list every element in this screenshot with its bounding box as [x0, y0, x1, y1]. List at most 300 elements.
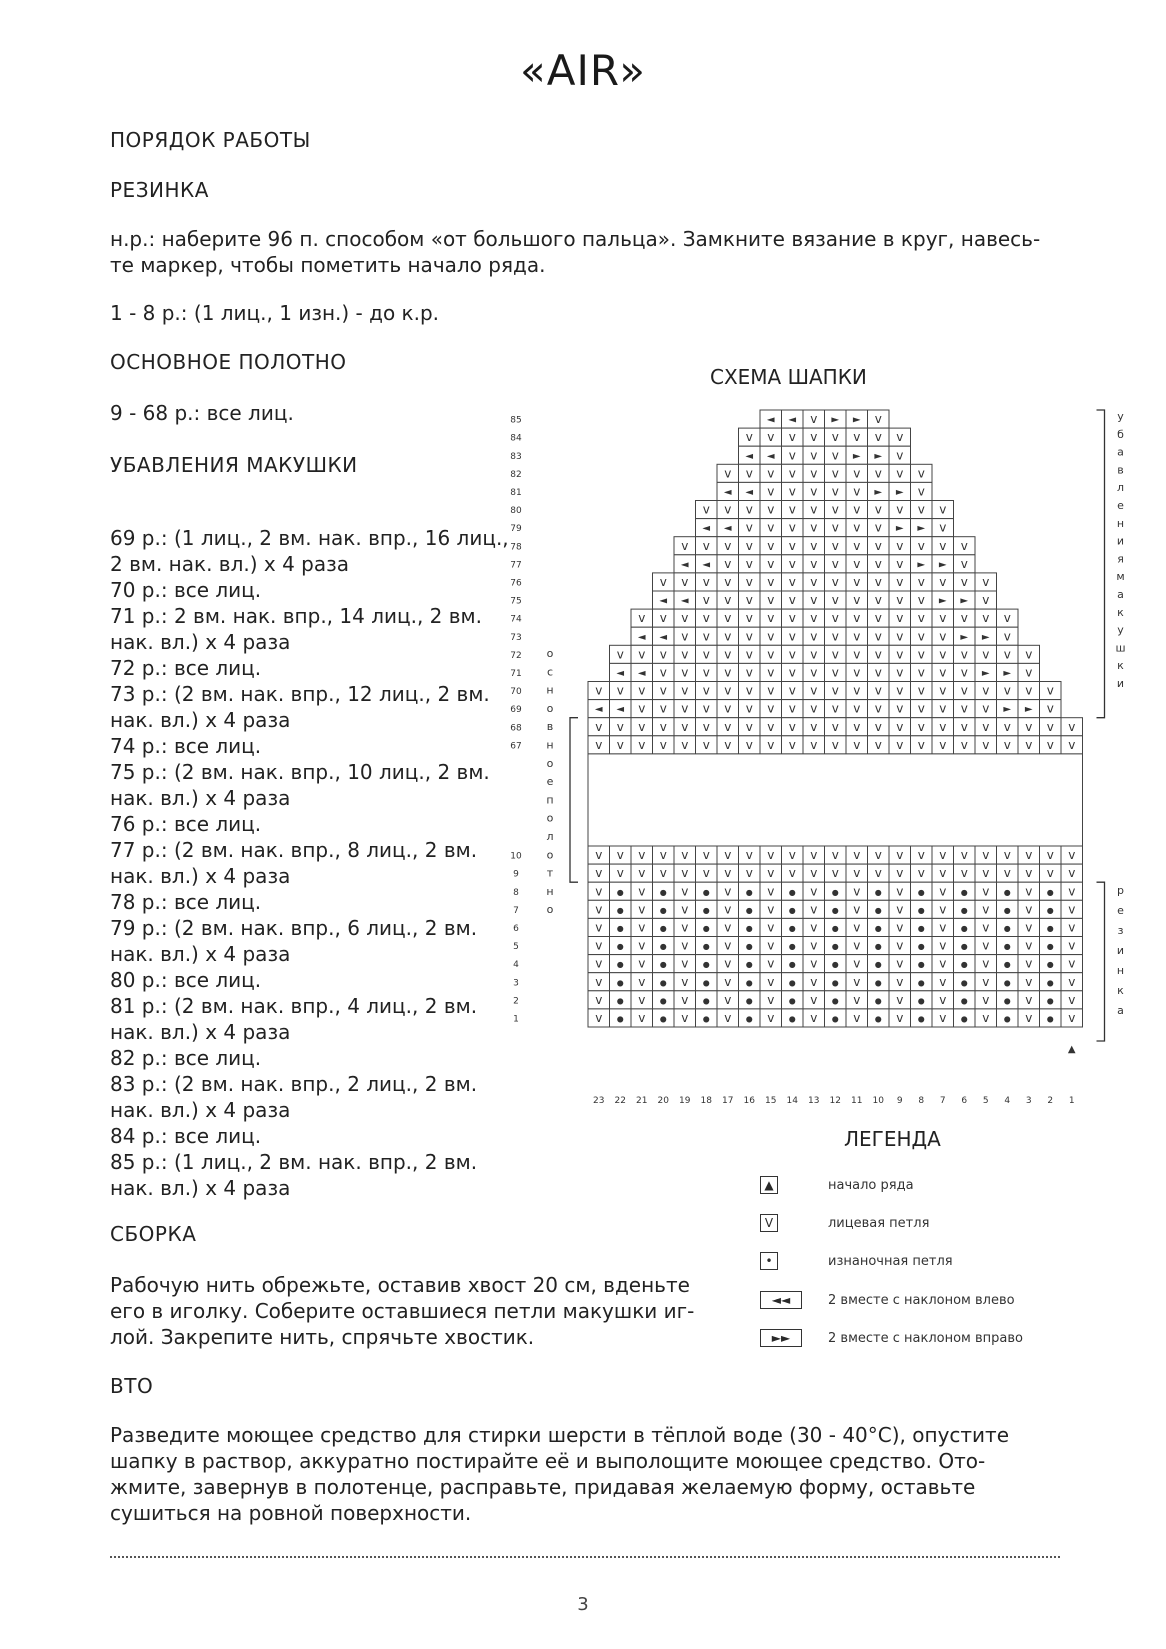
rib-side-label: и	[1116, 944, 1125, 958]
chart-symbol: v	[659, 866, 667, 881]
chart-symbol: v	[831, 848, 839, 863]
chart-symbol: ►	[960, 631, 969, 643]
decrease-line: 82 р.: все лиц.	[110, 1046, 262, 1070]
chart-symbol: v	[767, 866, 775, 881]
chart-symbol: v	[681, 665, 689, 680]
chart-symbol: v	[896, 974, 904, 989]
chart-symbol: v	[896, 683, 904, 698]
main-fabric-side-label: о	[546, 811, 554, 825]
column-number-label: 6	[961, 1096, 968, 1106]
chart-symbol: v	[681, 866, 689, 881]
chart-symbol: ●	[960, 960, 968, 970]
chart-symbol: v	[896, 629, 904, 644]
chart-symbol: ●	[745, 905, 753, 915]
chart-symbol: v	[767, 430, 775, 445]
chart-symbol: v	[853, 701, 861, 716]
chart-symbol: ◄	[680, 559, 689, 571]
chart-symbol: v	[788, 502, 796, 517]
chart-symbol: ◄	[594, 704, 603, 716]
chart-symbol: v	[767, 974, 775, 989]
chart-symbol: v	[788, 866, 796, 881]
chart-symbol: ●	[1046, 923, 1054, 933]
chart-symbol: v	[745, 719, 753, 734]
chart-symbol: ●	[960, 887, 968, 897]
purl-stitch-icon: •	[760, 1252, 778, 1270]
chart-symbol: v	[917, 647, 925, 662]
chart-symbol: ◄	[745, 486, 754, 498]
chart-symbol: v	[1068, 884, 1076, 899]
row-number-label: 70	[510, 687, 522, 698]
chart-symbol: v	[982, 701, 990, 716]
chart-symbol: v	[810, 920, 818, 935]
chart-symbol: v	[1068, 719, 1076, 734]
chart-symbol: v	[853, 665, 861, 680]
row-number-label: 82	[510, 469, 522, 480]
chart-symbol: v	[874, 848, 882, 863]
column-number-label: 5	[982, 1096, 989, 1106]
chart-symbol: v	[745, 502, 753, 517]
chart-symbol: v	[917, 593, 925, 608]
decrease-line: нак. вл.) х 4 раза	[110, 1020, 291, 1044]
chart-symbol: v	[724, 574, 732, 589]
decrease-line: 70 р.: все лиц.	[110, 578, 262, 602]
chart-symbol: v	[767, 902, 775, 917]
chart-symbol: v	[724, 938, 732, 953]
chart-symbol: v	[681, 920, 689, 935]
chart-symbol: v	[1046, 848, 1054, 863]
column-number-label: 14	[786, 1096, 798, 1106]
decreases-side-label: и	[1116, 534, 1125, 548]
chart-symbol: v	[767, 593, 775, 608]
chart-symbol: v	[960, 737, 968, 752]
row-number-label: 7	[513, 905, 519, 916]
chart-symbol: v	[853, 1010, 861, 1025]
chart-symbol: v	[1046, 701, 1054, 716]
chart-symbol: ●	[659, 887, 667, 897]
chart-symbol: v	[745, 611, 753, 626]
chart-symbol: v	[724, 920, 732, 935]
chart-symbol: v	[917, 629, 925, 644]
column-number-label: 12	[829, 1096, 841, 1106]
chart-symbol: v	[982, 866, 990, 881]
assembly-line-2: его в иголку. Соберите оставшиеся петли макушки иг-	[110, 1299, 695, 1323]
chart-symbol: ►	[895, 523, 904, 535]
chart-symbol: ►	[852, 450, 861, 462]
chart-symbol: v	[831, 556, 839, 571]
chart-symbol: v	[874, 866, 882, 881]
row-start-marker-icon: ▲	[1067, 1044, 1076, 1055]
chart-symbol: v	[724, 611, 732, 626]
column-number-label: 23	[593, 1096, 605, 1106]
chart-symbol: v	[681, 884, 689, 899]
chart-symbol: v	[853, 884, 861, 899]
decreases-side-label: у	[1117, 623, 1124, 637]
chart-symbol: ◄	[616, 667, 625, 679]
decreases-side-label: е	[1117, 499, 1124, 512]
row-number-label: 81	[510, 487, 522, 498]
chart-symbol: v	[982, 1010, 990, 1025]
chart-symbol: ●	[745, 942, 753, 952]
main-fabric-side-label: н	[546, 683, 554, 697]
chart-symbol: ●	[917, 887, 925, 897]
main-fabric-side-label: н	[546, 884, 554, 898]
chart-symbol: v	[896, 992, 904, 1007]
chart-symbol: v	[982, 848, 990, 863]
decrease-line: 73 р.: (2 вм. нак. впр., 12 лиц., 2 вм.	[110, 682, 490, 706]
chart-symbol: v	[1068, 866, 1076, 881]
chart-symbol: v	[681, 647, 689, 662]
chart-symbol: v	[681, 629, 689, 644]
main-fabric-side-label: о	[546, 756, 554, 770]
chart-symbol: ►	[981, 667, 990, 679]
chart-symbol: v	[917, 538, 925, 553]
chart-symbol: v	[659, 701, 667, 716]
main-fabric-side-label: т	[546, 866, 554, 880]
chart-symbol: v	[1025, 1010, 1033, 1025]
chart-symbol: v	[810, 412, 818, 427]
chart-symbol: v	[745, 701, 753, 716]
decrease-right-icon: ►►	[760, 1329, 802, 1347]
column-number-label: 3	[1025, 1096, 1032, 1106]
chart-symbol: v	[1025, 665, 1033, 680]
chart-symbol: ●	[874, 996, 882, 1006]
chart-symbol: v	[874, 629, 882, 644]
chart-symbol: ►	[895, 486, 904, 498]
dotted-divider	[110, 1556, 1060, 1558]
chart-symbol: v	[939, 665, 947, 680]
chart-symbol: v	[831, 701, 839, 716]
chart-symbol: v	[853, 974, 861, 989]
chart-symbol: ●	[702, 905, 710, 915]
chart-symbol: v	[853, 593, 861, 608]
chart-symbol: v	[638, 974, 646, 989]
chart-symbol: v	[982, 647, 990, 662]
chart-symbol: v	[595, 884, 603, 899]
chart-symbol: v	[702, 502, 710, 517]
chart-symbol: v	[982, 574, 990, 589]
chart-symbol: ►	[852, 414, 861, 426]
chart-symbol: v	[896, 593, 904, 608]
wto-line-3: жмите, завернув в полотенце, расправьте, придавая желаемую форму, оставьте	[110, 1475, 976, 1499]
main-fabric-side-label: л	[546, 830, 554, 843]
column-number-label: 9	[896, 1096, 903, 1106]
chart-symbol: v	[810, 629, 818, 644]
chart-symbol: v	[810, 938, 818, 953]
chart-symbol: v	[681, 938, 689, 953]
chart-symbol: v	[702, 538, 710, 553]
chart-symbol: v	[810, 611, 818, 626]
chart-symbol: v	[724, 647, 732, 662]
assembly-line-1: Рабочую нить обрежьте, оставив хвост 20 см, вденьте	[110, 1273, 690, 1297]
row-number-label: 67	[510, 741, 522, 752]
chart-symbol: v	[767, 484, 775, 499]
chart-symbol: v	[831, 737, 839, 752]
column-number-label: 13	[808, 1096, 820, 1106]
main-fabric-side-label: о	[546, 701, 554, 715]
chart-symbol: ●	[1003, 996, 1011, 1006]
chart-symbol: ●	[1046, 942, 1054, 952]
chart-symbol: v	[939, 520, 947, 535]
chart-symbol: v	[810, 848, 818, 863]
chart-symbol: v	[1025, 956, 1033, 971]
chart-symbol: ●	[702, 960, 710, 970]
row-number-label: 80	[510, 506, 522, 517]
chart-symbol: ●	[917, 960, 925, 970]
legend-label: 2 вместе с наклоном вправо	[828, 1330, 1023, 1346]
chart-symbol: ●	[788, 905, 796, 915]
chart-symbol: v	[853, 737, 861, 752]
chart-symbol: ◄	[702, 523, 711, 535]
chart-symbol: v	[1003, 737, 1011, 752]
chart-symbol: v	[681, 974, 689, 989]
chart-symbol: v	[788, 683, 796, 698]
legend-label: начало ряда	[828, 1177, 914, 1193]
decrease-line: нак. вл.) х 4 раза	[110, 708, 291, 732]
chart-symbol: v	[788, 574, 796, 589]
chart-symbol: v	[788, 629, 796, 644]
chart-symbol: v	[1068, 848, 1076, 863]
chart-symbol: ●	[831, 923, 839, 933]
chart-symbol: v	[788, 484, 796, 499]
chart-symbol: ●	[960, 923, 968, 933]
chart-symbol: v	[853, 956, 861, 971]
chart-symbol: v	[810, 430, 818, 445]
chart-symbol: v	[767, 884, 775, 899]
chart-symbol: ◄	[637, 631, 646, 643]
chart-symbol: v	[638, 737, 646, 752]
chart-symbol: ►	[1003, 667, 1012, 679]
chart-symbol: v	[724, 502, 732, 517]
chart-symbol: v	[939, 611, 947, 626]
chart-symbol: v	[874, 683, 882, 698]
chart-symbol: ●	[1003, 1014, 1011, 1024]
chart-symbol: ●	[659, 1014, 667, 1024]
chart-symbol: v	[767, 1010, 775, 1025]
chart-symbol: v	[939, 629, 947, 644]
decrease-line: нак. вл.) х 4 раза	[110, 1176, 291, 1200]
chart-symbol: v	[745, 665, 753, 680]
chart-symbol: ●	[659, 923, 667, 933]
heading-rib: РЕЗИНКА	[110, 178, 209, 202]
row-number-label: 73	[510, 632, 522, 643]
chart-symbol: v	[702, 611, 710, 626]
chart-symbol: v	[767, 992, 775, 1007]
row-number-label: 78	[510, 542, 522, 553]
decrease-line: нак. вл.) х 4 раза	[110, 942, 291, 966]
legend-label: лицевая петля	[828, 1215, 930, 1231]
chart-symbol: ●	[745, 887, 753, 897]
chart-symbol: v	[1025, 884, 1033, 899]
chart-symbol: ●	[702, 887, 710, 897]
chart-symbol: v	[595, 1010, 603, 1025]
row-number-label: 4	[513, 960, 519, 971]
chart-symbol: ●	[702, 996, 710, 1006]
chart-symbol: v	[745, 683, 753, 698]
decreases-side-label: н	[1116, 516, 1125, 530]
chart-symbol: v	[982, 737, 990, 752]
chart-symbol: v	[810, 484, 818, 499]
row-number-label: 68	[510, 723, 522, 734]
chart-symbol: v	[767, 719, 775, 734]
chart-symbol: ►	[981, 631, 990, 643]
chart-symbol: v	[1003, 866, 1011, 881]
chart-symbol: v	[1003, 683, 1011, 698]
column-number-label: 22	[614, 1096, 626, 1106]
chart-symbol: v	[874, 719, 882, 734]
chart-symbol: ●	[616, 960, 624, 970]
chart-symbol: v	[874, 430, 882, 445]
main-fabric-side-label: с	[546, 665, 554, 679]
chart-symbol: ●	[831, 978, 839, 988]
chart-symbol: ●	[702, 1014, 710, 1024]
chart-symbol: v	[595, 848, 603, 863]
chart-symbol: v	[1003, 629, 1011, 644]
chart-symbol: v	[831, 665, 839, 680]
heading-main-fabric: ОСНОВНОЕ ПОЛОТНО	[110, 350, 347, 374]
rib-side-label: к	[1117, 984, 1124, 998]
chart-symbol: v	[702, 848, 710, 863]
chart-symbol: ●	[745, 978, 753, 988]
chart-symbol: v	[874, 647, 882, 662]
chart-symbol: v	[724, 719, 732, 734]
column-number-label: 11	[851, 1096, 863, 1106]
chart-symbol: v	[788, 719, 796, 734]
chart-symbol: v	[595, 956, 603, 971]
chart-symbol: v	[960, 719, 968, 734]
legend-item-knit	[760, 1212, 930, 1234]
chart-symbol: v	[896, 665, 904, 680]
chart-symbol: v	[767, 520, 775, 535]
chart-symbol: v	[724, 466, 732, 481]
row-number-label: 83	[510, 451, 522, 462]
chart-symbol: v	[767, 629, 775, 644]
chart-symbol: v	[896, 1010, 904, 1025]
chart-symbol: ►	[917, 559, 926, 571]
chart-symbol: v	[702, 593, 710, 608]
chart-symbol: v	[874, 611, 882, 626]
chart-symbol: ●	[1046, 960, 1054, 970]
decreases-side-label: я	[1117, 552, 1124, 566]
chart-symbol: ●	[659, 960, 667, 970]
chart-symbol: v	[659, 665, 667, 680]
chart-symbol: v	[831, 448, 839, 463]
chart-symbol: v	[638, 938, 646, 953]
chart-symbol: v	[1068, 992, 1076, 1007]
chart-symbol: v	[767, 502, 775, 517]
chart-symbol: v	[810, 466, 818, 481]
chart-symbol: ●	[616, 905, 624, 915]
chart-symbol: ●	[960, 942, 968, 952]
chart-symbol: v	[1025, 737, 1033, 752]
chart-symbol: v	[874, 665, 882, 680]
chart-symbol: ◄	[616, 704, 625, 716]
chart-symbol: v	[1046, 683, 1054, 698]
chart-symbol: v	[874, 574, 882, 589]
chart-symbol: v	[874, 412, 882, 427]
decreases-side-label: у	[1117, 410, 1124, 423]
column-number-label: 2	[1047, 1096, 1054, 1106]
chart-symbol: v	[745, 737, 753, 752]
chart-symbol: ●	[616, 942, 624, 952]
row-number-label: 10	[510, 851, 522, 862]
chart-symbol: v	[681, 992, 689, 1007]
chart-symbol: v	[917, 719, 925, 734]
chart-symbol: v	[853, 938, 861, 953]
column-number-label: 1	[1068, 1096, 1075, 1106]
chart-symbol: v	[939, 920, 947, 935]
chart-symbol: v	[638, 719, 646, 734]
chart-symbol: v	[1025, 683, 1033, 698]
legend-item-k2tog-left	[760, 1289, 1015, 1311]
chart-symbol: ●	[616, 923, 624, 933]
chart-symbol: v	[724, 556, 732, 571]
chart-symbol: v	[939, 719, 947, 734]
chart-symbol: ◄	[745, 450, 754, 462]
chart-symbol: v	[939, 974, 947, 989]
chart-symbol: v	[1025, 920, 1033, 935]
chart-symbol: v	[724, 701, 732, 716]
chart-symbol: v	[810, 502, 818, 517]
chart-symbol: v	[1025, 719, 1033, 734]
main-fabric-side-label: о	[546, 903, 554, 917]
chart-symbol: v	[595, 683, 603, 698]
chart-symbol: v	[853, 647, 861, 662]
chart-symbol: ●	[788, 923, 796, 933]
chart-symbol: ●	[1046, 1014, 1054, 1024]
chart-symbol: v	[767, 956, 775, 971]
chart-title: СХЕМА ШАПКИ	[710, 365, 867, 389]
chart-symbol: v	[810, 701, 818, 716]
heading-assembly: СБОРКА	[110, 1222, 197, 1246]
row-number-label: 72	[510, 650, 522, 661]
row-number-label: 74	[510, 614, 522, 625]
chart-symbol: ●	[831, 996, 839, 1006]
chart-symbol: v	[1046, 866, 1054, 881]
chart-symbol: v	[960, 538, 968, 553]
chart-symbol: v	[917, 701, 925, 716]
chart-symbol: v	[853, 520, 861, 535]
chart-symbol: ◄	[702, 559, 711, 571]
row-number-label: 76	[510, 578, 522, 589]
chart-symbol: v	[917, 866, 925, 881]
chart-symbol: v	[874, 593, 882, 608]
decreases-side-label: л	[1116, 481, 1125, 495]
chart-symbol: v	[659, 848, 667, 863]
chart-symbol: v	[896, 884, 904, 899]
chart-symbol: v	[896, 956, 904, 971]
rib-side-label: з	[1117, 924, 1124, 938]
row-number-label: 69	[510, 705, 522, 716]
chart-symbol: ►	[1024, 704, 1033, 716]
chart-symbol: v	[982, 992, 990, 1007]
chart-symbol: v	[831, 484, 839, 499]
chart-symbol: ●	[874, 923, 882, 933]
chart-symbol: v	[681, 538, 689, 553]
chart-symbol: v	[745, 647, 753, 662]
chart-symbol: v	[745, 593, 753, 608]
chart-symbol: ●	[874, 942, 882, 952]
decrease-line: 75 р.: (2 вм. нак. впр., 10 лиц., 2 вм.	[110, 760, 490, 784]
column-number-label: 7	[939, 1096, 946, 1106]
rib-text-line-1: н.р.: наберите 96 п. способом «от большого пальца». Замкните вязание в круг, навесь-	[110, 227, 1041, 251]
decrease-line: 71 р.: 2 вм. нак. впр., 14 лиц., 2 вм.	[110, 604, 482, 628]
chart-symbol: v	[595, 992, 603, 1007]
chart-symbol: v	[638, 866, 646, 881]
chart-symbol: v	[1025, 938, 1033, 953]
chart-symbol: v	[638, 848, 646, 863]
chart-symbol: v	[917, 665, 925, 680]
chart-symbol: v	[853, 484, 861, 499]
